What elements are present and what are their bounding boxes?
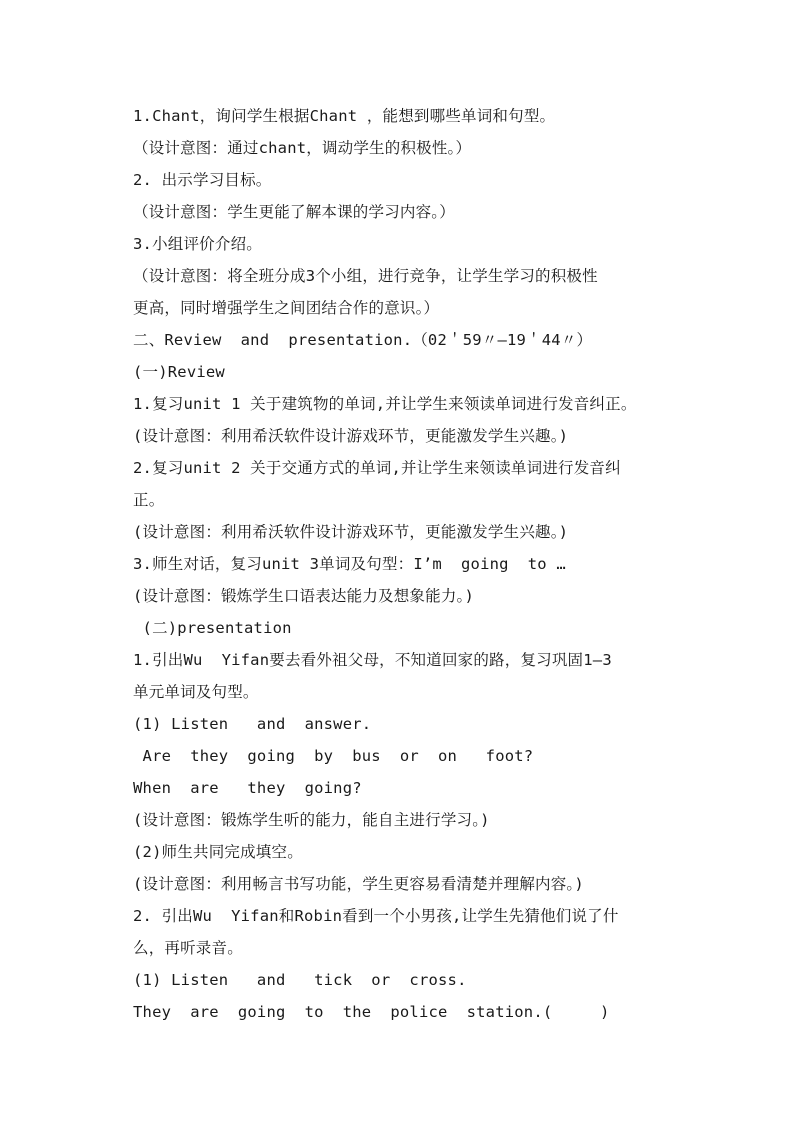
text-line: 2. 引出Wu Yifan和Robin看到一个小男孩,让学生先猜他们说了什 [133,907,619,925]
text-line: (1) Listen and answer. [133,715,372,733]
text-line: (设计意图：锻炼学生听的能力，能自主进行学习。) [133,811,490,829]
text-line: (设计意图：锻炼学生口语表达能力及想象能力。) [133,587,475,605]
text-line: (1) Listen and tick or cross. [133,971,467,989]
text-line: 2.复习unit 2 关于交通方式的单词,并让学生来领读单词进行发音纠 [133,459,621,477]
text-line: (设计意图：利用希沃软件设计游戏环节，更能激发学生兴趣。) [133,523,569,541]
text-line: 单元单词及句型。 [133,683,259,701]
text-line: （设计意图：学生更能了解本课的学习内容。） [133,203,455,221]
text-line: 1.复习unit 1 关于建筑物的单词,并让学生来领读单词进行发音纠正。 [133,395,637,413]
text-line: 1.Chant，询问学生根据Chant ，能想到哪些单词和句型。 [133,107,556,125]
subsection-heading: (二)presentation [133,619,292,637]
text-line: 么，再听录音。 [133,939,243,957]
text-line: Are they going by bus or on foot? [133,747,534,765]
document-body [133,100,713,1028]
text-line: When are they going? [133,779,362,797]
subsection-heading: (一)Review [133,363,225,381]
text-line: （设计意图：将全班分成3个小组，进行竞争，让学生学习的积极性 [133,267,598,285]
text-line: (2)师生共同完成填空。 [133,843,303,861]
text-line: 3.小组评价介绍。 [133,235,262,253]
text-line: 更高，同时增强学生之间团结合作的意识。） [133,299,440,317]
text-line: 2. 出示学习目标。 [133,171,272,189]
text-line: (设计意图：利用畅言书写功能，学生更容易看清楚并理解内容。) [133,875,584,893]
section-heading: 二、Review and presentation.（02＇59〃—19＇44〃） [133,331,593,349]
text-line: 3.师生对话，复习unit 3单词及句型：I’m going to … [133,555,566,573]
text-line: (设计意图：利用希沃软件设计游戏环节，更能激发学生兴趣。) [133,427,569,445]
text-line: 1.引出Wu Yifan要去看外祖父母，不知道回家的路，复习巩固1—3 [133,651,612,669]
text-line: They are going to the police station.( ) [133,1003,610,1021]
text-line: （设计意图：通过chant，调动学生的积极性。） [133,139,472,157]
text-line: 正。 [133,491,165,509]
